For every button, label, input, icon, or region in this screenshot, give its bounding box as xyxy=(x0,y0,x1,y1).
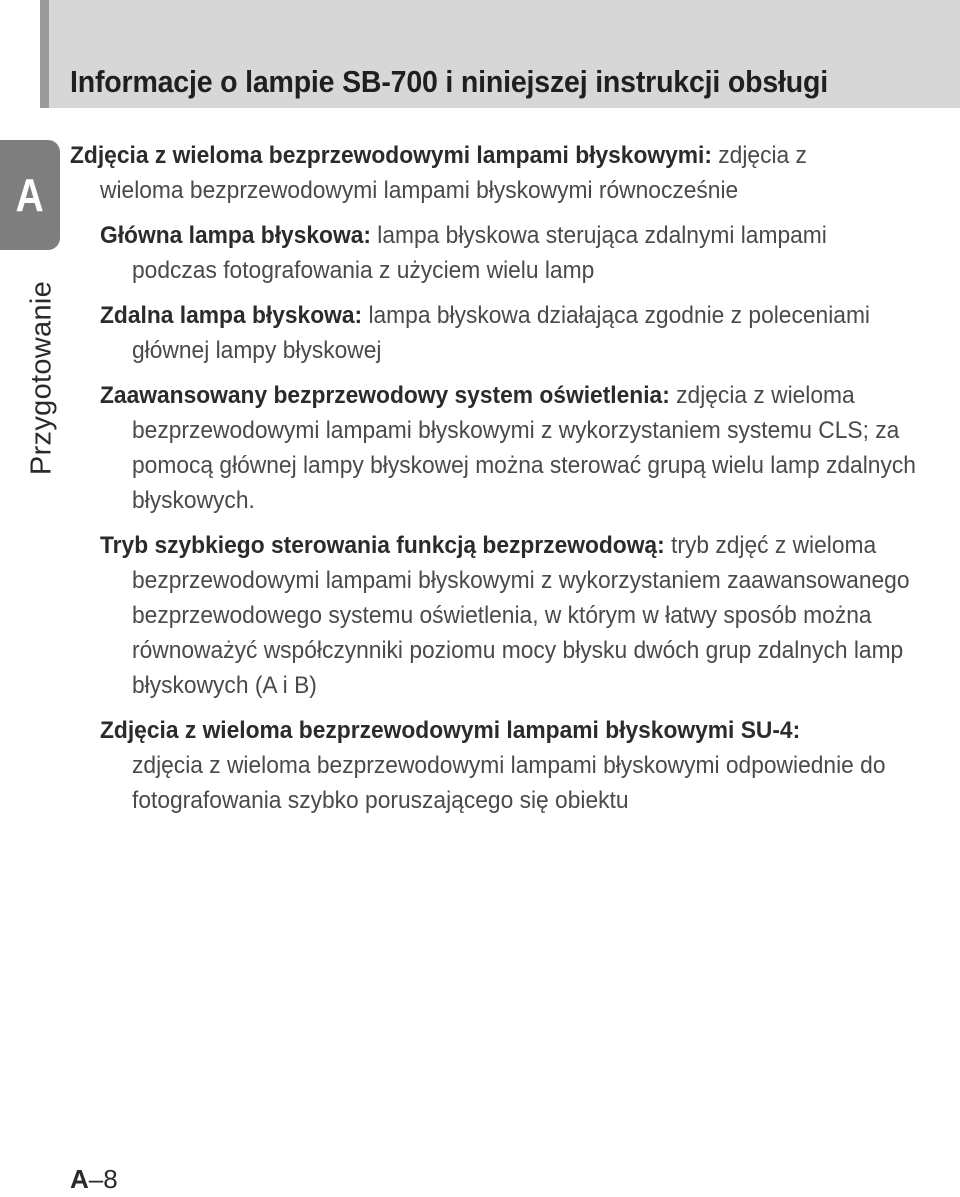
entry-text: bezprzewodowego systemu oświetlenia, w którym w łatwy sposób można xyxy=(132,602,872,629)
entry-text: podczas fotografowania z użyciem wielu lamp xyxy=(132,257,595,284)
entry-term: Zaawansowany bezprzewodowy system oświetlenia: xyxy=(100,382,670,409)
glossary-entry xyxy=(70,713,940,818)
glossary-entry xyxy=(70,378,940,518)
glossary-entry xyxy=(70,528,940,703)
entry-text: zdjęcia z wieloma xyxy=(669,382,855,409)
entry-text: bezprzewodowymi lampami błyskowymi z wykorzystaniem systemu CLS; za xyxy=(132,417,900,444)
entry-term: Główna lampa błyskowa: xyxy=(100,222,371,249)
entry-text: lampa błyskowa sterująca zdalnymi lampami xyxy=(370,222,827,249)
page-number-suffix: –8 xyxy=(88,1164,118,1194)
entry-text: fotografowania szybko poruszającego się obiektu xyxy=(132,787,629,814)
entry-text: błyskowych (A i B) xyxy=(132,672,317,699)
section-label: Przygotowanie xyxy=(25,280,58,476)
entry-text: pomocą głównej lampy błyskowej można sterować grupą wielu lamp zdalnych xyxy=(132,452,916,479)
glossary-entry xyxy=(70,138,940,208)
page-number xyxy=(70,1164,118,1195)
glossary-entry xyxy=(70,218,940,288)
entry-text: wieloma bezprzewodowymi lampami błyskowymi równocześnie xyxy=(100,177,739,204)
entry-term: Zdalna lampa błyskowa: xyxy=(100,302,363,329)
page-title: Informacje o lampie SB-700 i niniejszej instrukcji obsługi xyxy=(70,64,828,99)
section-tab xyxy=(0,140,60,250)
section-tab-letter: A xyxy=(15,169,45,221)
glossary-entry xyxy=(70,298,940,368)
entry-text: bezprzewodowymi lampami błyskowymi z wykorzystaniem zaawansowanego xyxy=(132,567,910,594)
entry-term: Zdjęcia z wieloma bezprzewodowymi lampami błyskowymi: xyxy=(70,142,712,169)
glossary-list xyxy=(70,138,940,828)
entry-text: błyskowych. xyxy=(132,487,255,514)
entry-term: Tryb szybkiego sterowania funkcją bezprzewodową: xyxy=(100,532,665,559)
entry-text: równoważyć współczynniki poziomu mocy błysku dwóch grup zdalnych lamp xyxy=(132,637,904,664)
entry-text: tryb zdjęć z wieloma xyxy=(664,532,877,559)
entry-text: zdjęcia z xyxy=(711,142,807,169)
entry-text: zdjęcia z wieloma bezprzewodowymi lampami błyskowymi odpowiednie do xyxy=(132,752,886,779)
entry-text: głównej lampy błyskowej xyxy=(132,337,382,364)
entry-text: lampa błyskowa działająca zgodnie z poleceniami xyxy=(362,302,870,329)
page-number-letter: A xyxy=(70,1164,89,1194)
entry-term: Zdjęcia z wieloma bezprzewodowymi lampami błyskowymi SU-4: xyxy=(100,717,801,744)
